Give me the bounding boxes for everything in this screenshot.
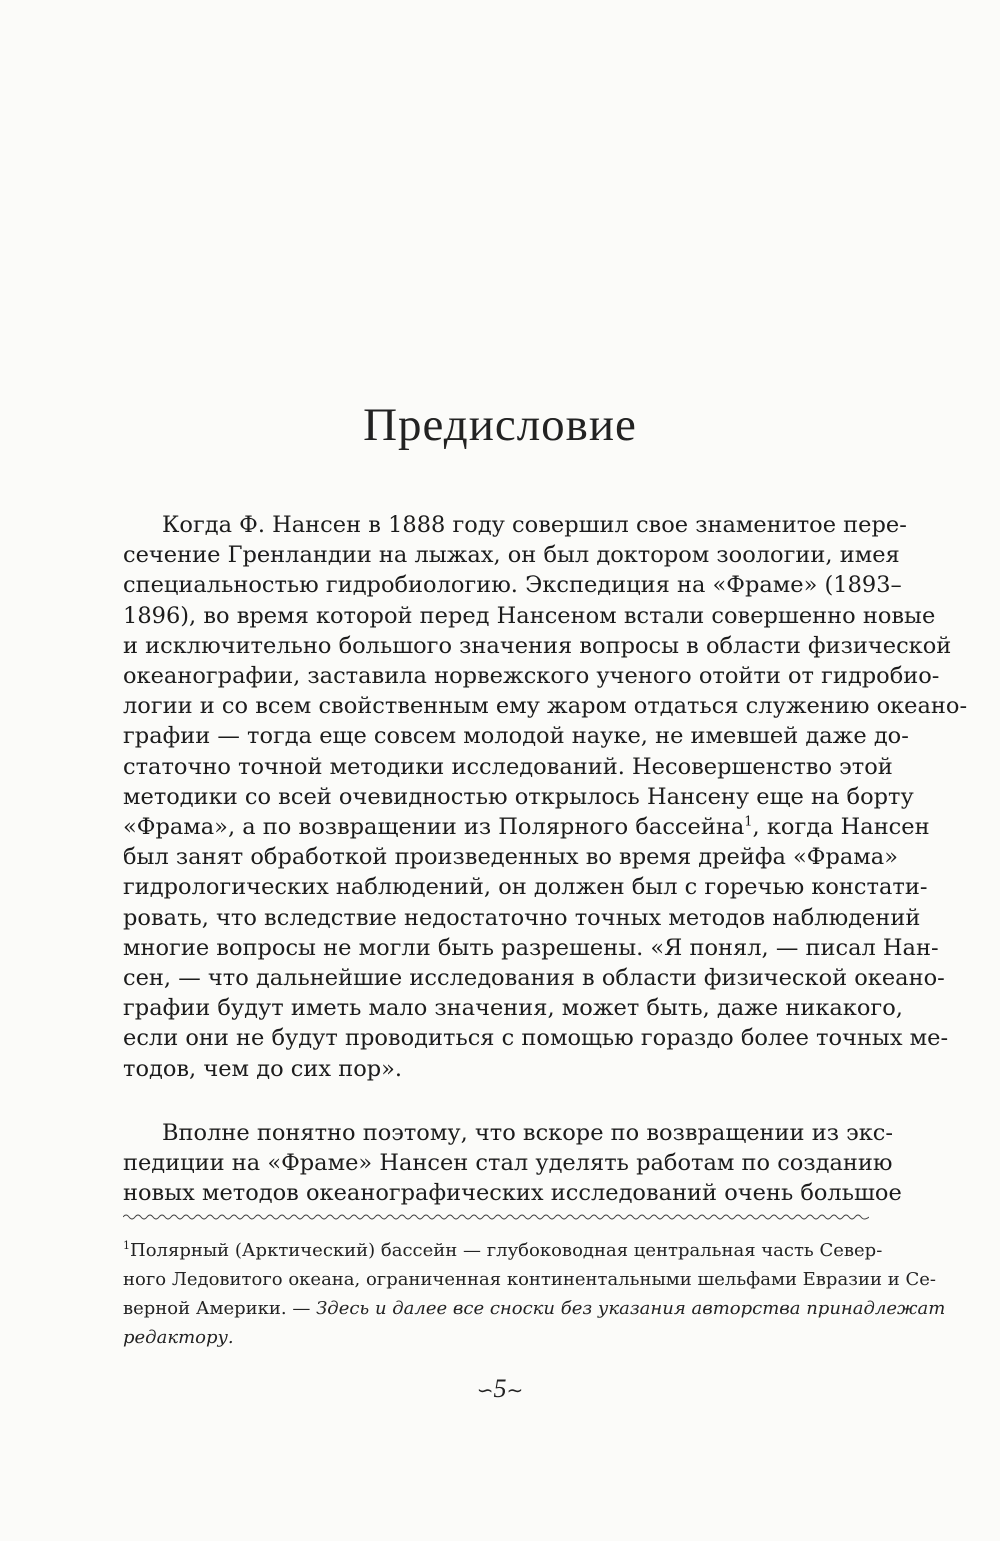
footnote-line — [123, 1323, 869, 1352]
ornament-right: ∼ — [506, 1380, 524, 1402]
text-line: ровать, что вследствие недостаточно точных методов наблюдений — [123, 904, 921, 931]
text-line-with-footnote-ref — [123, 812, 930, 842]
text-line: многие вопросы не могли быть разрешены. «Я понял, — писал Нан- — [123, 934, 939, 961]
chapter-title: Предисловие — [363, 399, 637, 451]
text-segment: , когда Нансен — [752, 814, 930, 840]
footnote-editorial-note: Здесь и далее все сноски без указания авторства принадлежат — [316, 1298, 946, 1319]
footnote-editorial-note: редактору. — [123, 1327, 234, 1348]
text-line: Вполне понятно поэтому, что вскоре по возвращении из экс- — [162, 1120, 893, 1146]
text-line: если они не будут проводиться с помощью гораздо более точных ме- — [123, 1025, 949, 1052]
footnote-marker: 1 — [123, 1239, 130, 1252]
text-line: Когда Ф. Нансен в 1888 году совершил свое знаменитое пере- — [162, 512, 907, 538]
text-line: методики со всей очевидностью открылось Нансену еще на борту — [123, 783, 914, 810]
footnote-line — [123, 1294, 946, 1323]
text-line: гидрологических наблюдений, он должен был с горечью констати- — [123, 874, 928, 901]
text-line: был занят обработкой произведенных во время дрейфа «Фрама» — [123, 844, 898, 871]
footnote-reference: 1 — [744, 814, 753, 830]
text-line: тодов, чем до сих пор». — [123, 1055, 403, 1082]
text-line: логии и со всем свойственным ему жаром отдаться служению океано- — [123, 693, 968, 720]
text-line: сечение Гренландии на лыжах, он был доктором зоологии, имея — [123, 542, 900, 569]
text-line: статочно точной методики исследований. Несовершенство этой — [123, 753, 893, 780]
page-number-value: 5 — [493, 1374, 507, 1403]
footnote-separator — [123, 1212, 869, 1222]
text-segment: «Фрама», а по возвращении из Полярного бассейна — [123, 814, 745, 840]
text-line: специальностью гидробиологию. Экспедиция на «Фраме» (1893– — [123, 572, 902, 599]
text-line: и исключительно большого значения вопросы в области физической — [123, 632, 952, 659]
text-line: новых методов океанографических исследований очень большое — [123, 1180, 902, 1207]
footnote-line: ного Ледовитого океана, ограниченная континентальными шельфами Евразии и Се- — [123, 1269, 936, 1290]
footnote-text: Полярный (Арктический) бассейн — глубоководная центральная часть Север- — [130, 1240, 883, 1261]
page-number — [0, 1374, 1000, 1404]
text-line: 1896), во время которой перед Нансеном встали совершенно новые — [123, 602, 936, 629]
text-line: сен, — что дальнейшие исследования в области физической океано- — [123, 965, 945, 991]
text-line: графии — тогда еще совсем молодой науке, не имевшей даже до- — [123, 723, 909, 750]
ornament-left: ∽ — [476, 1380, 494, 1402]
text-line: педиции на «Фраме» Нансен стал уделять работам по созданию — [123, 1150, 893, 1177]
footnote-text: верной Америки. — — [123, 1298, 317, 1319]
footnote-line — [123, 1236, 883, 1265]
text-line: графии будут иметь мало значения, может быть, даже никакого, — [123, 995, 903, 1022]
text-line: океанографии, заставила норвежского ученого отойти от гидробио- — [123, 663, 940, 689]
